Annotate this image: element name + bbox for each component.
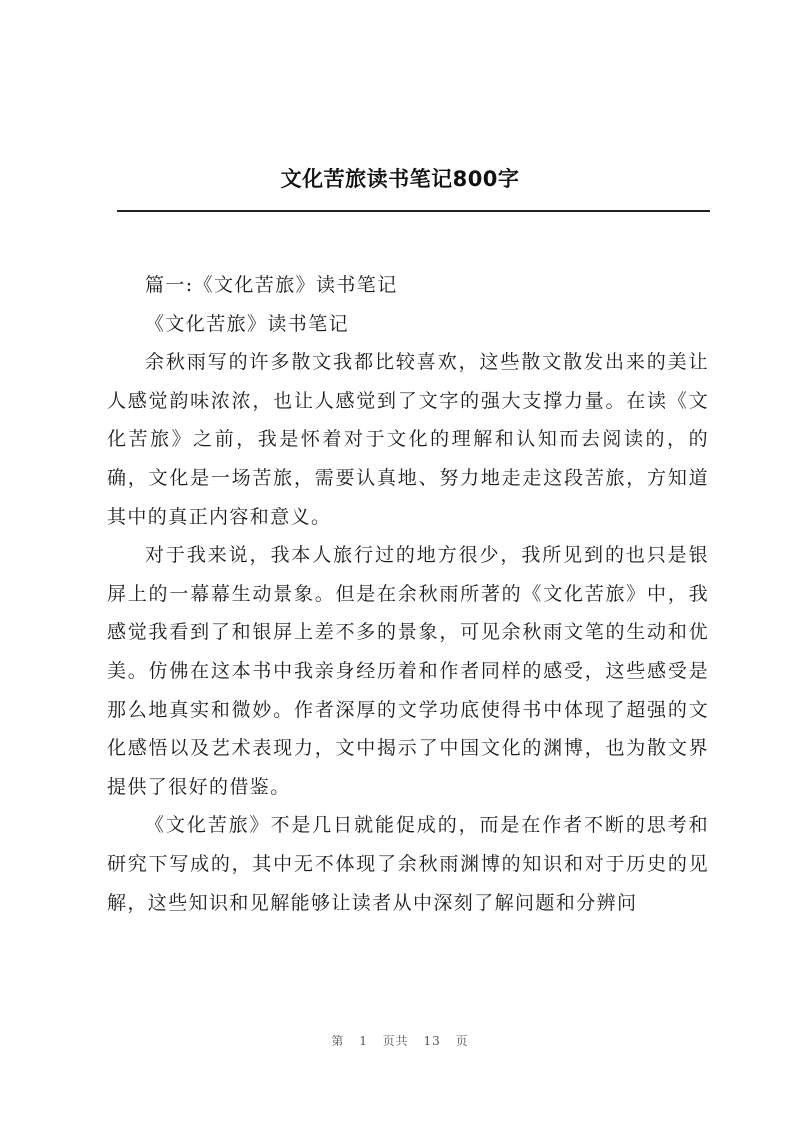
- footer-prefix: 第: [331, 1034, 345, 1048]
- footer-middle: 页共: [382, 1034, 409, 1048]
- paragraph-chapter-heading: 篇一:《文化苦旅》读书笔记: [145, 274, 398, 296]
- page-title: 文化苦旅读书笔记800字: [280, 167, 520, 191]
- paragraph: 《文化苦旅》不是几日就能促成的，而是在作者不断的思考和研究下写成的，其中无不体现了余秋雨渊博的知识和对于历史的见解，这些知识和见解能够让读者从中深刻了解问题和分辨问: [107, 814, 709, 914]
- paragraph-subheading: 《文化苦旅》读书笔记: [145, 312, 350, 335]
- footer-total-pages: 13: [423, 1034, 441, 1048]
- page-footer: [0, 1032, 800, 1049]
- document-body: [107, 266, 709, 922]
- paragraph: 余秋雨写的许多散文我都比较喜欢，这些散文散发出来的美让人感觉韵味浓浓，也让人感觉到了文字的强大支撑力量。在读《文化苦旅》之前，我是怀着对于文化的理解和认知而去阅读的，的确，文化是一场苦旅，需要认真地、努力地走走这段苦旅，方知道其中的真正内容和意义。: [107, 351, 709, 528]
- footer-suffix: 页: [455, 1034, 469, 1048]
- title-divider: [117, 210, 710, 212]
- footer-page-number: 1: [359, 1034, 368, 1048]
- paragraph: 对于我来说，我本人旅行过的地方很少，我所见到的也只是银屏上的一幕幕生动景象。但是在余秋雨所著的《文化苦旅》中，我感觉我看到了和银屏上差不多的景象，可见余秋雨文笔的生动和优美。仿佛在这本书中我亲身经历着和作者同样的感受，这些感受是那么地真实和微妙。作者深厚的文学功底使得书中体现了超强的文化感悟以及艺术表现力，文中揭示了中国文化的渊博，也为散文界提供了很好的借鉴。: [107, 544, 709, 798]
